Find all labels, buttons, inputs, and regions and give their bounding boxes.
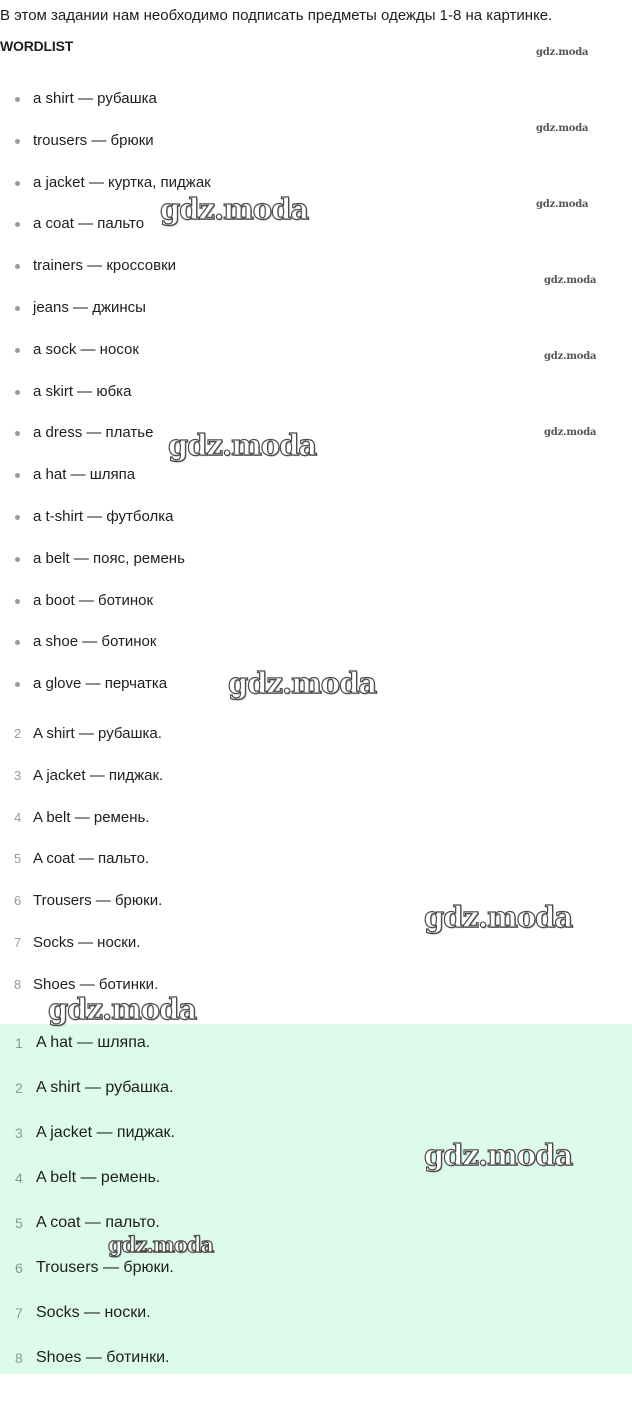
answer-item (0, 1069, 175, 1114)
wordlist-item (0, 663, 211, 705)
list-item (0, 922, 163, 964)
watermark: gdz.moda (544, 427, 597, 438)
answer-item (0, 1114, 175, 1159)
item-number: 6 (14, 893, 22, 909)
answer-item (0, 1339, 175, 1384)
wordlist-item-text: a skirt — юбка (33, 382, 132, 400)
answer-number: 1 (15, 1035, 23, 1051)
list-item-text: A belt — ремень. (33, 808, 150, 826)
answer-item (0, 1024, 175, 1069)
answer-text: Socks — носки. (36, 1304, 151, 1321)
answer-text: A hat — шляпа. (36, 1034, 151, 1051)
bullet-icon (15, 599, 20, 604)
wordlist-item-text: a belt — пояс, ремень (33, 549, 185, 567)
wordlist-item-text: trousers — брюки (33, 131, 154, 149)
answer-number: 8 (15, 1350, 23, 1366)
answer-number: 7 (15, 1305, 23, 1321)
bullet-icon (15, 431, 20, 436)
list-item-text: A coat — пальто. (33, 850, 150, 868)
list-item (0, 838, 163, 880)
wordlist-item-text: a boot — ботинок (33, 591, 154, 609)
item-number: 3 (14, 767, 22, 783)
watermark: gdz.moda (536, 123, 589, 134)
list-item-text: A jacket — пиджак. (33, 766, 164, 784)
bullet-icon (15, 181, 20, 186)
bullet-icon (15, 222, 20, 227)
answer-list (0, 1024, 175, 1384)
wordlist-item-text: a hat — шляпа (33, 466, 136, 484)
watermark: gdz.moda (424, 900, 573, 934)
wordlist-item (0, 621, 211, 663)
wordlist-item (0, 287, 211, 329)
wordlist-item-text: a glove — перчатка (33, 675, 168, 693)
answer-number: 2 (15, 1080, 23, 1096)
wordlist-item (0, 496, 211, 538)
wordlist-item (0, 78, 211, 120)
wordlist-item-text: a jacket — куртка, пиджак (33, 173, 211, 191)
bullet-icon (15, 306, 20, 311)
wordlist-item (0, 580, 211, 622)
wordlist-item-text: a t-shirt — футболка (33, 507, 174, 525)
wordlist-heading: WORDLIST (0, 38, 74, 54)
watermark: gdz.moda (544, 351, 597, 362)
watermark: gdz.moda (536, 47, 589, 58)
list-item-text: Trousers — брюки. (33, 892, 163, 910)
bullet-icon (15, 264, 20, 269)
item-number: 4 (14, 809, 22, 825)
wordlist-item-text: a shirt — рубашка (33, 90, 157, 107)
item-number: 5 (14, 851, 22, 867)
answer-text: Trousers — брюки. (36, 1259, 174, 1276)
bullet-icon (15, 640, 20, 645)
list-item (0, 713, 163, 755)
wordlist-item-text: a shoe — ботинок (33, 633, 157, 651)
bullet-icon (15, 348, 20, 353)
answer-number: 6 (15, 1260, 23, 1276)
answer-block (0, 1024, 632, 1374)
answer-text: A coat — пальто. (36, 1214, 160, 1231)
wordlist-item (0, 120, 211, 162)
list-item (0, 755, 163, 797)
answer-item (0, 1159, 175, 1204)
watermark: gdz.moda (168, 428, 317, 462)
bullet-icon (15, 682, 20, 687)
watermark: gdz.moda (228, 666, 377, 700)
bullet-icon (15, 97, 20, 102)
bullet-icon (15, 515, 20, 520)
item-number: 7 (14, 934, 22, 950)
wordlist-item (0, 371, 211, 413)
wordlist-item-text: a sock — носок (33, 340, 139, 358)
answer-text: Shoes — ботинки. (36, 1349, 170, 1366)
wordlist-item-text: a dress — платье (33, 424, 154, 442)
wordlist-item-text: trainers — кроссовки (33, 257, 177, 275)
watermark: gdz.moda (160, 192, 309, 226)
watermark: gdz.moda (544, 275, 597, 286)
answer-text: A belt — ремень. (36, 1169, 161, 1186)
wordlist-item (0, 245, 211, 287)
wordlist-item (0, 329, 211, 371)
wordlist (0, 78, 211, 705)
wordlist-item-text: jeans — джинсы (33, 298, 146, 316)
item-number: 2 (14, 726, 22, 741)
answer-text: A jacket — пиджак. (36, 1124, 175, 1141)
list-item-text: Socks — носки. (33, 933, 141, 951)
answer-number: 3 (15, 1125, 23, 1141)
answer-text: A shirt — рубашка. (36, 1079, 174, 1096)
answer-item (0, 1294, 175, 1339)
item-number: 8 (14, 976, 22, 992)
wordlist-item-text: a coat — пальто (33, 215, 145, 233)
list-item (0, 797, 163, 839)
watermark: gdz.moda (48, 992, 197, 1026)
numbered-list (0, 713, 163, 1006)
list-item-text: A shirt — рубашка. (33, 725, 162, 742)
intro-text: В этом задании нам необходимо подписать предметы одежды 1-8 на картинке. (0, 7, 553, 24)
answer-number: 5 (15, 1215, 23, 1231)
answer-number: 4 (15, 1170, 23, 1186)
list-item (0, 880, 163, 922)
list-item-text: Shoes — ботинки. (33, 975, 159, 993)
bullet-icon (15, 139, 20, 144)
bullet-icon (15, 473, 20, 478)
watermark: gdz.moda (536, 199, 589, 210)
bullet-icon (15, 557, 20, 562)
bullet-icon (15, 390, 20, 395)
watermark: gdz.moda (424, 1138, 573, 1172)
watermark: gdz.moda (108, 1232, 214, 1257)
wordlist-item (0, 538, 211, 580)
